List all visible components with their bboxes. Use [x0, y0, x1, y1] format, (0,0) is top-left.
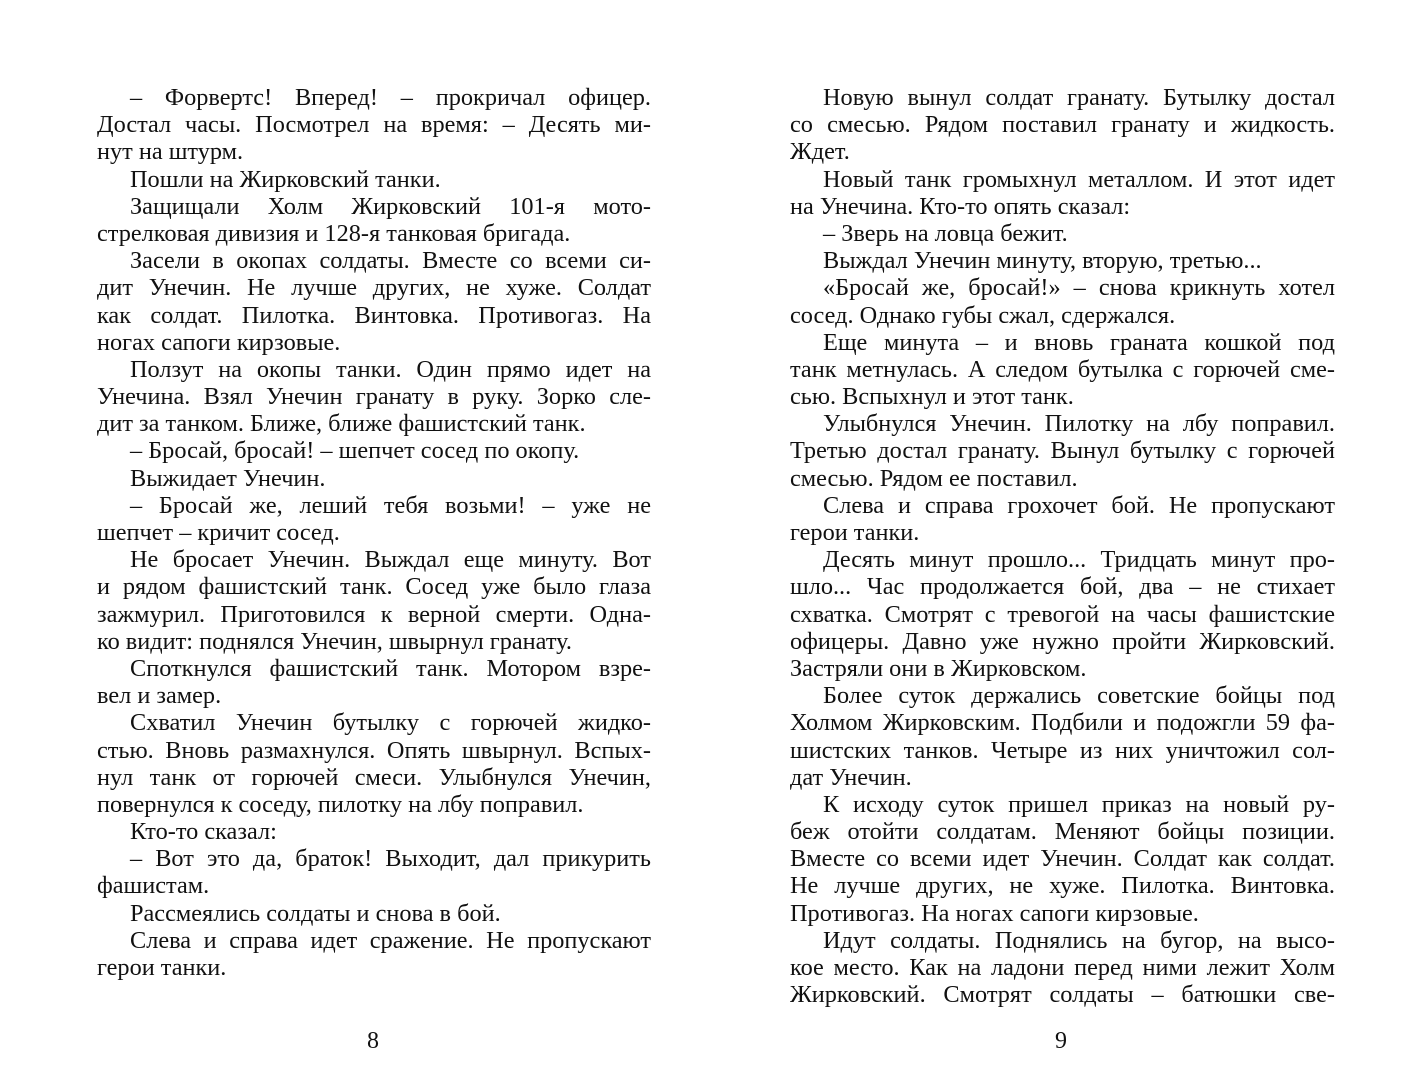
text-line: Слева и справа грохочет бой. Не пропускают — [823, 491, 1335, 519]
text-line: Ждет. — [790, 138, 850, 166]
text-line: нут на штурм. — [97, 138, 244, 166]
text-line: схватка. Смотрят с тревогой на часы фашистские — [790, 600, 1335, 628]
text-line: Новый танк громыхнул металлом. И этот идет — [823, 165, 1335, 193]
text-line: танк метнулась. А следом бутылка с горючей сме- — [790, 355, 1335, 383]
text-line: Десять минут прошло... Тридцать минут про- — [823, 546, 1335, 574]
text-line: Новую вынул солдат гранату. Бутылку достал — [823, 84, 1335, 111]
text-line: – Вот это да, браток! Выходит, дал прикурить — [130, 845, 651, 873]
text-line: фашистам. — [97, 872, 210, 900]
left-page-number: 8 — [367, 1028, 379, 1054]
text-line: вел и замер. — [97, 682, 222, 710]
text-line: дит Унечин. Не лучше других, не хуже. Солдат — [97, 274, 651, 302]
text-line: Кто-то сказал: — [130, 818, 277, 846]
text-line: Выждал Унечин минуту, вторую, третью... — [823, 247, 1262, 275]
text-line: нул танк от горючей смеси. Улыбнулся Унечин, — [97, 763, 651, 791]
right-page-number: 9 — [1055, 1028, 1067, 1054]
text-line: зажмурил. Приготовился к верной смерти. Одна- — [97, 600, 651, 628]
text-line: ногах сапоги кирзовые. — [97, 328, 341, 356]
text-line: как солдат. Пилотка. Винтовка. Противогаз. На — [97, 301, 651, 329]
text-line: герои танки. — [790, 519, 920, 546]
text-line: Более суток держались советские бойцы под — [823, 682, 1335, 710]
text-line: Противогаз. На ногах сапоги кирзовые. — [790, 899, 1199, 927]
text-line: Засели в окопах солдаты. Вместе со всеми си- — [130, 247, 651, 275]
right-page — [790, 84, 1335, 1008]
text-line: Не бросает Унечин. Выждал еще минуту. Вот — [130, 546, 651, 574]
text-line: на Унечина. Кто-то опять сказал: — [790, 192, 1131, 220]
text-line: сосед. Однако губы сжал, сдержался. — [790, 301, 1176, 329]
text-line: шистских танков. Четыре из них уничтожил сол- — [790, 736, 1335, 764]
text-line: шло... Час продолжается бой, два – не стихает — [790, 573, 1335, 601]
left-page-text — [97, 84, 651, 981]
text-line: Защищали Холм Жирковский 101-я мото- — [130, 192, 651, 220]
text-line: Жирковский. Смотрят солдаты – батюшки све- — [790, 981, 1335, 1009]
text-line: Третью достал гранату. Вынул бутылку с горючей — [790, 437, 1335, 465]
text-line: повернулся к соседу, пилотку на лбу поправил. — [97, 790, 584, 818]
text-line: офицеры. Давно уже нужно пройти Жирковский. — [790, 627, 1335, 655]
text-line: Улыбнулся Унечин. Пилотку на лбу поправил. — [823, 410, 1335, 438]
text-line: стрелковая дивизия и 128-я танковая бригада. — [97, 219, 571, 247]
text-line: – Бросай же, леший тебя возьми! – уже не — [130, 491, 651, 519]
text-line: герои танки. — [97, 954, 227, 981]
text-line: кое место. Как на ладони перед ними лежит Холм — [790, 954, 1335, 981]
text-line: Споткнулся фашистский танк. Мотором взре- — [130, 654, 651, 682]
text-line: Пошли на Жирковский танки. — [130, 165, 441, 193]
text-line: стью. Вновь размахнулся. Опять швырнул. Вспых- — [97, 736, 651, 764]
text-line: Рассмеялись солдаты и снова в бой. — [130, 899, 501, 927]
text-line: К исходу суток пришел приказ на новый ру- — [823, 790, 1335, 818]
text-line: Схватил Унечин бутылку с горючей жидко- — [130, 709, 651, 737]
text-line: Не лучше других, не хуже. Пилотка. Винтовка. — [790, 872, 1335, 900]
text-line: ко видит: поднялся Унечин, швырнул гранату. — [97, 627, 572, 655]
text-line: дат Унечин. — [790, 763, 912, 791]
right-page-text — [790, 84, 1335, 1008]
text-line: Идут солдаты. Поднялись на бугор, на высо- — [823, 926, 1335, 954]
text-line: и рядом фашистский танк. Сосед уже было глаза — [97, 573, 651, 601]
text-line: шепчет – кричит сосед. — [97, 519, 340, 546]
text-line: Слева и справа идет сражение. Не пропускают — [130, 926, 651, 954]
text-line: Вместе со всеми идет Унечин. Солдат как солдат. — [790, 845, 1335, 873]
text-line: беж отойти солдатам. Меняют бойцы позиции. — [790, 818, 1335, 846]
text-line: – Бросай, бросай! – шепчет сосед по окопу. — [130, 437, 580, 465]
text-line: «Бросай же, бросай!» – снова крикнуть хотел — [823, 274, 1335, 302]
text-line: Ползут на окопы танки. Один прямо идет на — [130, 355, 651, 383]
text-line: Выжидает Унечин. — [130, 464, 326, 492]
text-line: – Зверь на ловца бежит. — [823, 219, 1068, 247]
text-line: дит за танком. Ближе, ближе фашистский танк. — [97, 410, 586, 438]
text-line: Достал часы. Посмотрел на время: – Десять ми- — [97, 111, 651, 139]
text-line: – Форвертс! Вперед! – прокричал офицер. — [130, 84, 651, 111]
text-line: Застряли они в Жирковском. — [790, 654, 1087, 682]
text-line: сью. Вспыхнул и этот танк. — [790, 383, 1074, 411]
text-line: Унечина. Взял Унечин гранату в руку. Зорко сле- — [97, 383, 651, 411]
text-line: смесью. Рядом ее поставил. — [790, 464, 1078, 492]
left-page — [97, 84, 651, 981]
text-line: Холмом Жирковским. Подбили и подожгли 59 фа- — [790, 709, 1335, 737]
text-line: со смесью. Рядом поставил гранату и жидкость. — [790, 111, 1335, 139]
text-line: Еще минута – и вновь граната кошкой под — [823, 328, 1335, 356]
